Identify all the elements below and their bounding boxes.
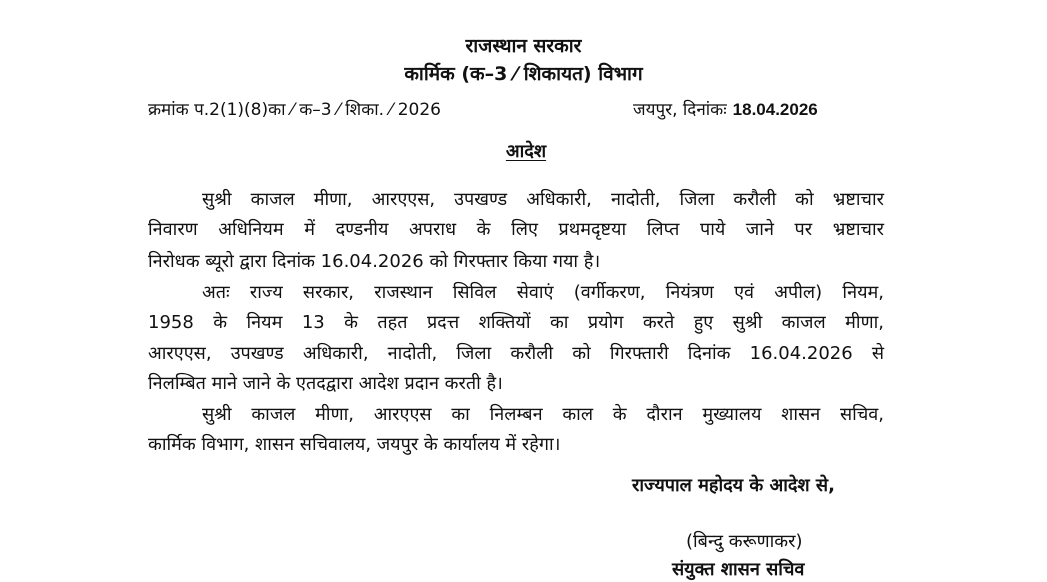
reference-number: क्रमांक प.2(1)(8)का ⁄ क–3 ⁄ शिका. ⁄ 2026	[148, 100, 441, 120]
reference-row	[148, 98, 908, 122]
paragraph-1-line-3: निरोधक ब्यूरो द्वारा दिनांक 16.04.2026 को गिरफ्तार किया गया है।	[148, 251, 601, 272]
order-date: 18.04.2026	[732, 100, 818, 119]
paragraph-1-line-1: सुश्री काजल मीणा, आरएएस, उपखण्ड अधिकारी, नादोती, जिला करौली को भ्रष्टाचार	[202, 189, 884, 210]
government-heading: राजस्थान सरकार	[465, 35, 582, 57]
place-date-label: जयपुर, दिनांकः	[633, 100, 727, 120]
paragraph-2-line-4: निलम्बित माने जाने के एतदद्वारा आदेश प्रदान करती है।	[148, 373, 503, 394]
signatory-designation: संयुक्त शासन सचिव	[672, 559, 805, 580]
paragraph-3-line-2: कार्मिक विभाग, शासन सचिवालय, जयपुर के कार्यालय में रहेगा।	[148, 434, 561, 455]
paragraph-1-line-2: निवारण अधिनियम में दण्डनीय अपराध के लिए प्रथमदृष्टया लिप्त पाये जाने पर भ्रष्टाचार	[148, 219, 884, 240]
place-date	[633, 98, 818, 122]
order-title-text: आदेश	[505, 141, 547, 162]
department-heading: कार्मिक (क–3 ⁄ शिकायत) विभाग	[404, 63, 643, 85]
paragraph-3-line-1: सुश्री काजल मीणा, आरएएस का निलम्बन काल के दौरान मुख्यालय शासन सचिव,	[202, 404, 884, 425]
paragraph-2-line-1: अतः राज्य सरकार, राजस्थान सिविल सेवाएं (वर्गीकरण, नियंत्रण एवं अपील) नियम,	[202, 282, 884, 303]
closing-authority: राज्यपाल महोदय के आदेश से,	[632, 475, 835, 496]
signatory-name: (बिन्दु करूणाकर)	[686, 531, 803, 552]
paragraph-2-line-3: आरएएस, उपखण्ड अधिकारी, नादोती, जिला करौली को गिरफ्तारी दिनांक 16.04.2026 से	[148, 343, 884, 364]
order-title	[0, 140, 1047, 164]
paragraph-2-line-2: 1958 के नियम 13 के तहत प्रदत्त शक्तियों का प्रयोग करते हुए सुश्री काजल मीणा,	[148, 312, 884, 333]
